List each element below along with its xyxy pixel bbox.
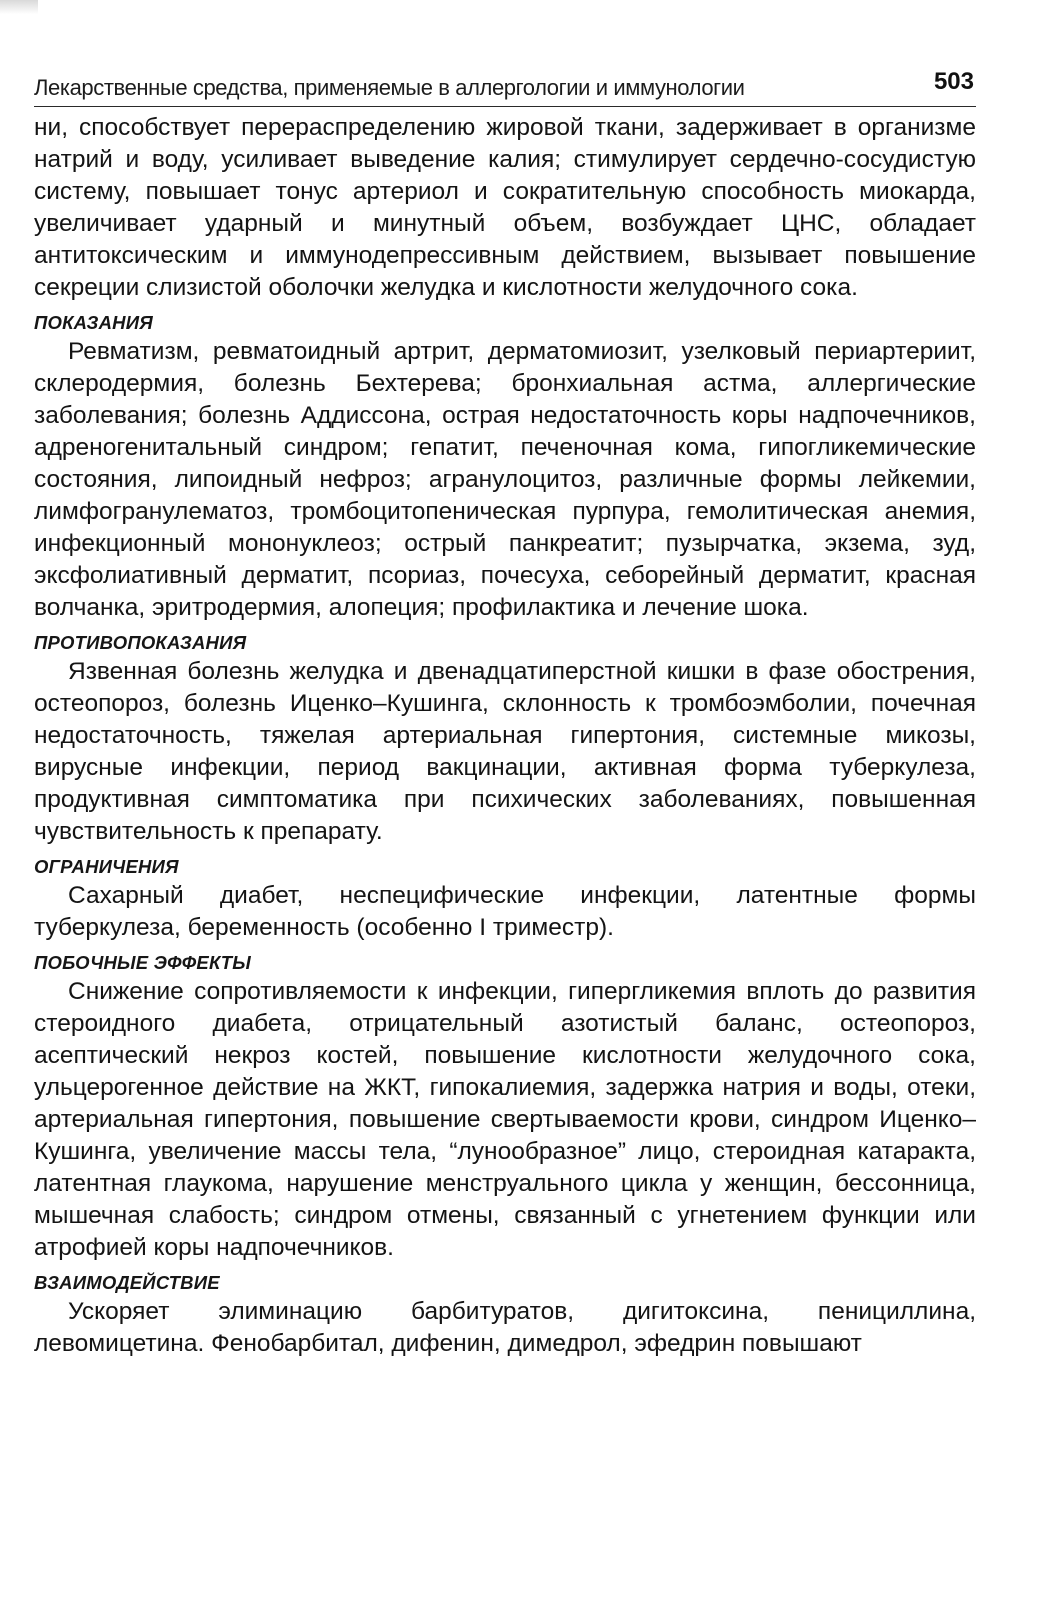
section-limitations [34,854,976,944]
scan-edge-mark [0,0,38,14]
section-heading-side-effects: ПОБОЧНЫЕ ЭФФЕКТЫ [34,952,251,973]
section-heading-interaction: ВЗАИМОДЕЙСТВИЕ [34,1272,220,1293]
section-heading-contraindications: ПРОТИВОПОКАЗАНИЯ [34,632,247,653]
section-text-side-effects: Снижение сопротивляемости к инфекции, гипергликемия вплоть до развития стероидного диабета, отрицательный азотистый баланс, остеопороз, асептический некроз костей, повышение кислотности желудочного сока, ульцерогенное действие на ЖКТ, гипокалиемия, задержка натрия и воды, отеки, артериальная гипертония, повышение свертываемости крови, синдром Иценко–Кушинга, увеличение массы тела, “лунообразное” лицо, стероидная катаракта, латентная глаукома, нарушение менструального цикла у женщин, бессонница, мышечная слабость; синдром отмены, связанный с угнетением функции или атрофией коры надпочечников. [34,978,976,1261]
section-indications [34,310,976,624]
running-title: Лекарственные средства, применяемые в аллергологии и иммунологии [34,75,745,100]
page-number: 503 [933,68,974,95]
section-text-indications: Ревматизм, ревматоидный артрит, дерматомиозит, узелковый периартериит, склеродермия, болезнь Бехтерева; бронхиальная астма, аллергические заболевания; болезнь Аддиссона, острая недостаточность коры надпочечников, адреногенитальный синдром; гепатит, печеночная кома, гипогликемические состояния, липоидный нефроз; агранулоцитоз, различные формы лейкемии, лимфогранулематоз, тромбоцитопеническая пурпура, гемолитическая анемия, инфекционный мононуклеоз; острый панкреатит; пузырчатка, экзема, зуд, эксфолиативный дерматит, псориаз, почесуха, себорейный дерматит, красная волчанка, эритродермия, алопеция; профилактика и лечение шока. [34,338,976,621]
section-heading-indications: ПОКАЗАНИЯ [34,312,153,333]
section-interaction [34,1270,976,1360]
section-text-limitations: Сахарный диабет, неспецифические инфекции, латентные формы туберкулеза, беременность (особенно I триместр). [34,882,976,941]
section-side-effects [34,950,976,1264]
section-heading-limitations: ОГРАНИЧЕНИЯ [34,856,179,877]
page-body [34,112,976,1360]
section-text-interaction: Ускоряет элиминацию барбитуратов, дигитоксина, пенициллина, левомицетина. Фенобарбитал, дифенин, димедрол, эфедрин повышают [34,1298,976,1357]
section-text-contraindications: Язвенная болезнь желудка и двенадцатиперстной кишки в фазе обострения, остеопороз, болезнь Иценко–Кушинга, склонность к тромбоэмболии, почечная недостаточность, тяжелая артериальная гипертония, системные микозы, вирусные инфекции, период вакцинации, активная форма туберкулеза, продуктивная симптоматика при психических заболеваниях, повышенная чувствительность к препарату. [34,658,976,845]
intro-paragraph: ни, способствует перераспределению жировой ткани, задерживает в организме натрий и воду, усиливает выведение калия; стимулирует сердечно-сосудистую систему, повышает тонус артериол и сократительную способность миокарда, увеличивает ударный и минутный объем, возбуждает ЦНС, обладает антитоксическим и иммунодепрессивным действием, вызывает повышение секреции слизистой оболочки желудка и кислотности желудочного сока. [34,114,976,301]
section-contraindications [34,630,976,848]
running-header [34,60,976,107]
